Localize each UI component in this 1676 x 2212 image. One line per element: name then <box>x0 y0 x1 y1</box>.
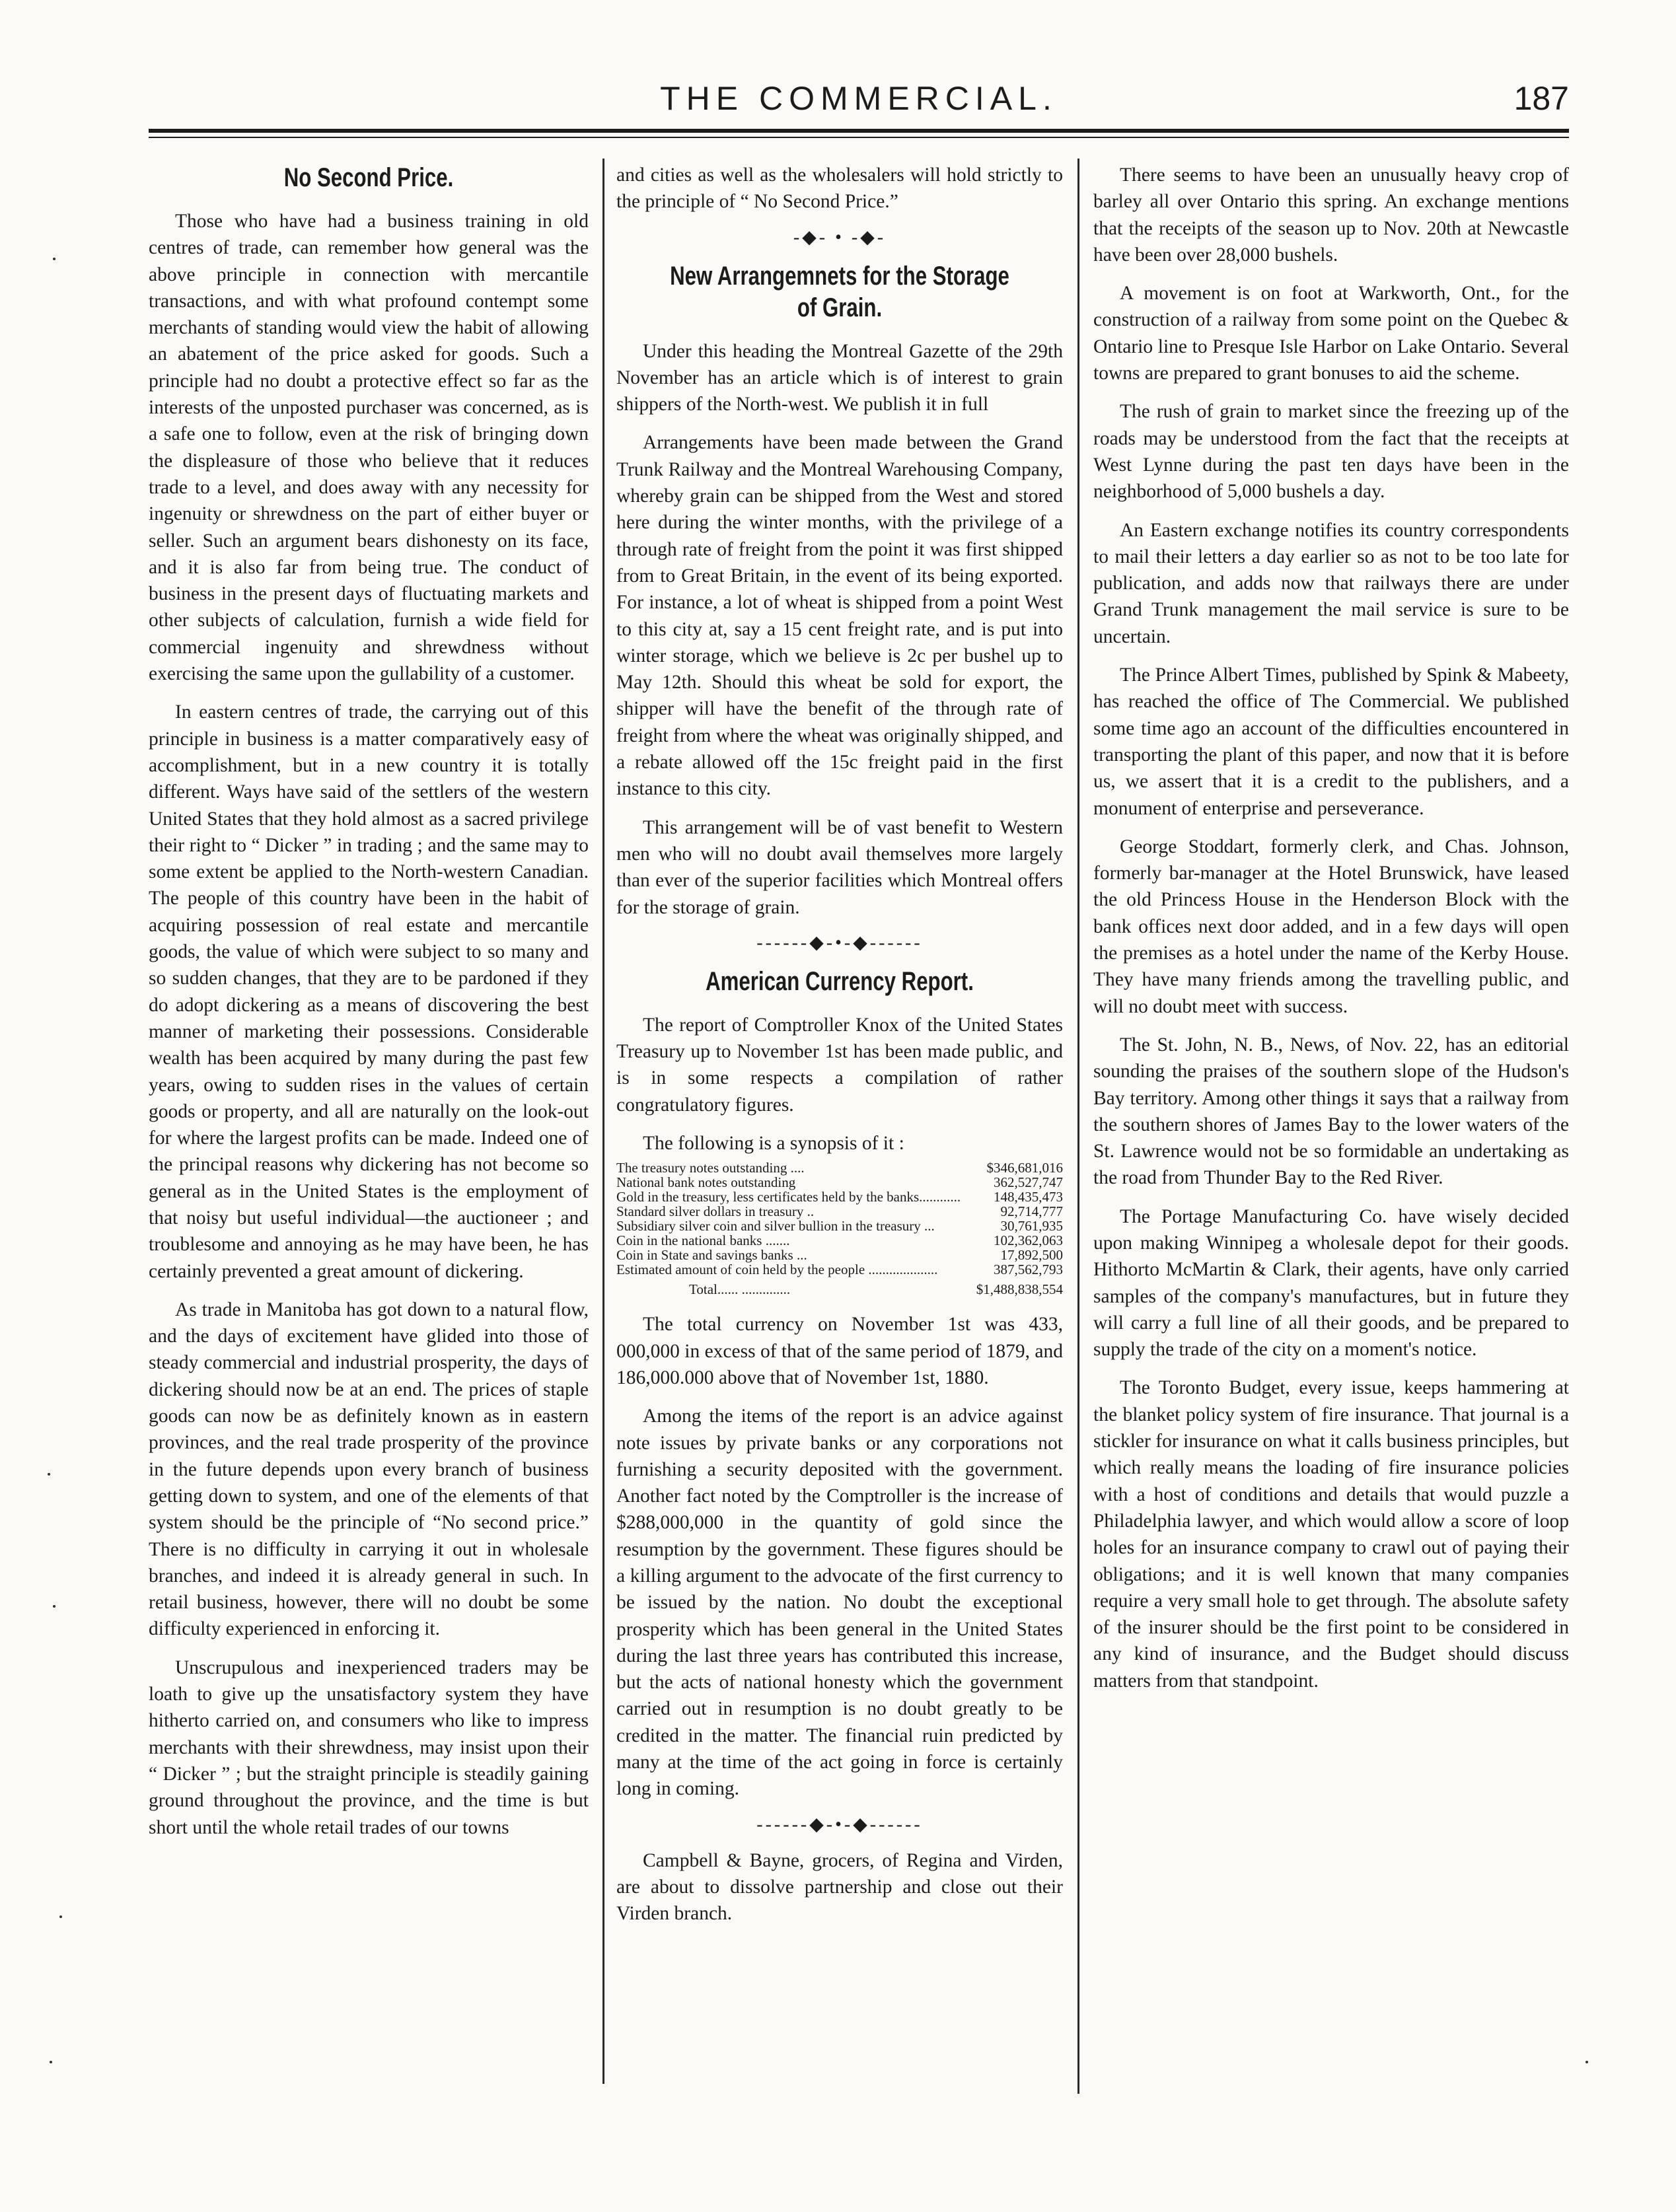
news-item: The Portage Manufacturing Co. have wisely decided upon making Winnipeg a wholesale depot for their goods. Hithorto McMartin & Clark, their agents, have only carried samples of the company's manufactures, but in future they will carry a full line of all their goods, and be prepared to supply the trade of the city on a moment's notice. <box>1093 1205 1569 1361</box>
scan-speck <box>48 1473 50 1476</box>
scan-speck <box>1585 2061 1588 2063</box>
scan-speck <box>50 2061 52 2063</box>
paragraph: The report of Comptroller Knox of the United States Treasury up to November 1st has been made public, and is in some respects a compilation of rather congratulatory figures. <box>616 1014 1063 1116</box>
paragraph: In eastern centres of trade, the carrying out of this principle in business is a matter comparatively easy of accomplishment, but in a new country it is totally different. Ways have said of the settlers of the western United States that they hold almost as a sacred privilege their right to “ Dicker ” in trading ; and the same may to some extent be applied to the North-western Canadian. The people of this country have been in the habit of acquiring possession of real estate and mercantile goods, the value of which were subject to so many and so sudden changes, that they are to be pardoned if they do adopt dickering as a means of discovering the best manner of marketing their possessions. Considerable wealth has been acquired by many during the past few years, owing to sudden rises in the values of certain goods or property, and all are naturally on the look-out for where the largest profits can be made. Indeed one of the principal reasons why dickering has not become so general as in the United States is the employment of that noisy but useful individual—the auctioneer ; and troublesome and annoying as he may have been, he has certainly prevented a great amount of dickering. <box>149 701 589 1282</box>
news-item: George Stoddart, formerly clerk, and Chas. Johnson, formerly bar-manager at the Hotel Brunswick, have leased the old Princess House in the Henderson Block with the bank offices next door added, and in a few days will open the premises as a hotel under the name of the Kerby House. They have many friends among the travelling public, and will no doubt meet with success. <box>1093 836 1569 1017</box>
row-label: Gold in the treasury, less certificates held by the banks............ <box>616 1189 961 1205</box>
paragraph: Among the items of the report is an advice against note issues by private banks or any corporations not furnishing a security deposited with the government. Another fact noted by the Comptroller is the increase of $288,000,000 in the quantity of gold since the resumption by the government. These figures should be a killing argument to the advocate of the first currency to be issued by the nation. No doubt the exceptional prosperity which has been general in the United States during the last three years has contributed this increase, but the acts of national honesty which the government carried out in resumption is no doubt greatly to be credited in the matter. The financial ruin predicted by many at the time of the act going in force is certainly long in coming. <box>616 1406 1063 1800</box>
row-amount: 30,761,935 <box>1000 1218 1063 1234</box>
row-label: The treasury notes outstanding .... <box>616 1160 805 1176</box>
table-row <box>616 1204 1063 1219</box>
paragraph: This arrangement will be of vast benefit to Western men who will no doubt avail themselves more largely than ever of the superior facilities which Montreal offers for the storage of grain. <box>616 816 1063 918</box>
column-rule-2 <box>1077 159 1079 2094</box>
row-amount: 148,435,473 <box>994 1189 1063 1205</box>
masthead-rule-thin <box>149 137 1569 138</box>
news-item: There seems to have been an unusually heavy crop of barley all over Ontario this spring. An exchange mentions that the receipts of the season up to Nov. 20th at Newcastle have been over 28,000 bushels. <box>1093 164 1569 266</box>
article-heading-no-second-price: No Second Price. <box>283 163 454 192</box>
table-row <box>616 1190 1063 1204</box>
row-amount: 92,714,777 <box>1000 1203 1063 1220</box>
continuation-paragraph: and cities as well as the wholesalers will hold strictly to the principle of “ No Second Price.” <box>616 164 1063 213</box>
section-separator: ------◆-•-◆------ <box>756 932 923 953</box>
table-row <box>616 1262 1063 1277</box>
paragraph: Campbell & Bayne, grocers, of Regina and Virden, are about to dissolve partnership and close out their Virden branch. <box>616 1849 1063 1925</box>
news-item: The rush of grain to market since the freezing up of the roads may be understood from the fact that the receipts at West Lynne during the past ten days have been in the neighborhood of 5,000 bushels a day. <box>1093 401 1569 503</box>
scan-speck <box>53 1605 55 1608</box>
row-label: Standard silver dollars in treasury .. <box>616 1203 815 1220</box>
synopsis-label: The following is a synopsis of it : <box>643 1133 904 1155</box>
column-1 <box>149 162 589 1853</box>
paragraph: As trade in Manitoba has got down to a natural flow, and the days of excitement have glided into those of steady commercial and industrial prosperity, the days of dickering should now be at an end. The prices of staple goods can now be as definitely known as in eastern provinces, and the real trade prosperity of the province in the future depends upon every branch of business getting down to system, and one of the elements of that system should be the principle of “No second price.” There is no difficulty in carrying it out in wholesale branches, and indeed it is already general in such. In retail business, however, there will no doubt be some difficulty experienced in enforcing it. <box>149 1299 589 1640</box>
row-label: Coin in State and savings banks ... <box>616 1247 807 1264</box>
paragraph: Those who have had a business training in old centres of trade, can remember how general was the above principle in connection with mercantile transactions, and with what profound contempt some merchants of standing would view the habit of allowing an abatement of the price asked for goods. Such a principle had no doubt a protective effect so far as the interests of the unposted purchaser was concerned, as is a safe one to follow, even at the risk of bringing down the displeasure of those who believe that it reduces trade to a level, and does away with any necessity for ingenuity or shrewdness on the part of either buyer or seller. Such an argument bears dishonesty on its face, and it is also far from being true. The conduct of business in the present days of fluctuating markets and other subjects of calculation, furnish a wide field for commercial ingenuity and shrewdness without exercising the same upon the gullability of a customer. <box>149 211 589 685</box>
section-separator: ------◆-•-◆------ <box>756 1814 923 1835</box>
masthead-rule-heavy <box>149 129 1569 133</box>
column-rule-1 <box>602 159 604 2084</box>
table-row <box>616 1175 1063 1190</box>
row-amount: $346,681,016 <box>986 1160 1063 1176</box>
table-total-row <box>616 1277 1063 1297</box>
total-amount: $1,488,838,554 <box>976 1281 1063 1298</box>
table-row <box>616 1160 1063 1175</box>
news-item: The Prince Albert Times, published by Spink & Mabeety, has reached the office of The Commercial. We published some time ago an account of the difficulties encountered in transporting the plant of this paper, and now that it is before us, we assert that it is a credit to the publishers, and a monument of enterprise and perseverance. <box>1093 664 1569 819</box>
paragraph: Under this heading the Montreal Gazette of the 29th November has an article which is of interest to grain shippers of the North-west. We publish it in full <box>616 340 1063 415</box>
row-amount: 387,562,793 <box>994 1262 1063 1278</box>
news-item: An Eastern exchange notifies its country correspondents to mail their letters a day earlier so as not to be too late for publication, and adds now that railways there are under Grand Trunk management the mail service is sure to be uncertain. <box>1093 519 1569 647</box>
row-label: National bank notes outstanding <box>616 1174 796 1191</box>
paragraph: Unscrupulous and inexperienced traders may be loath to give up the unsatisfactory system they have hitherto carried on, and consumers who like to impress merchants with their shrewdness, may insist upon their “ Dicker ” ; but the straight principle is steadily gaining ground throughout the province, and the time is but short until the whole retail trades of our towns <box>149 1657 589 1838</box>
article-heading-currency-report: American Currency Report. <box>706 966 974 996</box>
total-label: Total...... .............. <box>689 1281 791 1298</box>
row-label: Coin in the national banks ....... <box>616 1232 790 1249</box>
row-label: Subsidiary silver coin and silver bullion in the treasury ... <box>616 1218 935 1234</box>
paragraph: Arrangements have been made between the Grand Trunk Railway and the Montreal Warehousing Company, whereby grain can be shipped from the West and stored here during the winter months, with the privilege of a through rate of freight from the point it was first shipped from to Great Britain, in the event of its being exported. For instance, a lot of wheat is shipped from a point West to this city at, say a 15 cent freight rate, and is put into winter storage, which we believe is 2c per bushel up to May 12th. Should this wheat be sold for export, the shipper will have the benefit of the through rate of freight from where the wheat was originally shipped, and a rebate allowed off the 15c freight paid in the first instance to this city. <box>616 432 1063 800</box>
page-number: 187 <box>1513 80 1569 117</box>
masthead <box>149 79 1569 125</box>
table-row <box>616 1233 1063 1248</box>
table-row <box>616 1248 1063 1262</box>
row-label: Estimated amount of coin held by the people .................... <box>616 1262 938 1278</box>
row-amount: 17,892,500 <box>1000 1247 1063 1264</box>
news-item: The Toronto Budget, every issue, keeps hammering at the blanket policy system of fire insurance. That journal is a stickler for insurance on what it calls business principles, but which really means the loading of fire insurance policies with a host of conditions and details that would puzzle a Philadelphia lawyer, and which would allow a score of loop holes for an insurance company to crawl out of paying their obligations; and it is well known that many companies require a very small hole to get through. The absolute safety of the insurer should be the first point to be considered in any kind of insurance, and the Budget should discuss matters from that standpoint. <box>1093 1377 1569 1692</box>
column-3 <box>1093 162 1569 1706</box>
column-2 <box>616 162 1063 1939</box>
table-row <box>616 1219 1063 1233</box>
section-separator: -◆- • -◆- <box>793 227 887 248</box>
row-amount: 102,362,063 <box>994 1232 1063 1249</box>
paragraph: The total currency on November 1st was 433, 000,000 in excess of that of the same period of 1879, and 186,000.000 above that of November 1st, 1880. <box>616 1314 1063 1388</box>
news-item: The St. John, N. B., News, of Nov. 22, has an editorial sounding the praises of the southern slope of the Hudson's Bay territory. Among other things it says that a railway from the southern shores of James Bay to the lower waters of the St. Lawrence would not be so formidable an undertaking as the road from Thunder Bay to the Red River. <box>1093 1034 1569 1189</box>
newspaper-title: THE COMMERCIAL. <box>660 80 1058 117</box>
scan-speck <box>59 1915 62 1918</box>
row-amount: 362,527,747 <box>994 1174 1063 1191</box>
scan-speck <box>53 258 55 260</box>
currency-synopsis-table <box>616 1160 1063 1297</box>
news-item: A movement is on foot at Warkworth, Ont., for the construction of a railway from some point on the Quebec & Ontario line to Presque Isle Harbor on Lake Ontario. Several towns are prepared to grant bonuses to aid the scheme. <box>1093 283 1569 384</box>
article-heading-grain-storage: New Arrangemnets for the Storage of Grain. <box>670 261 1009 322</box>
